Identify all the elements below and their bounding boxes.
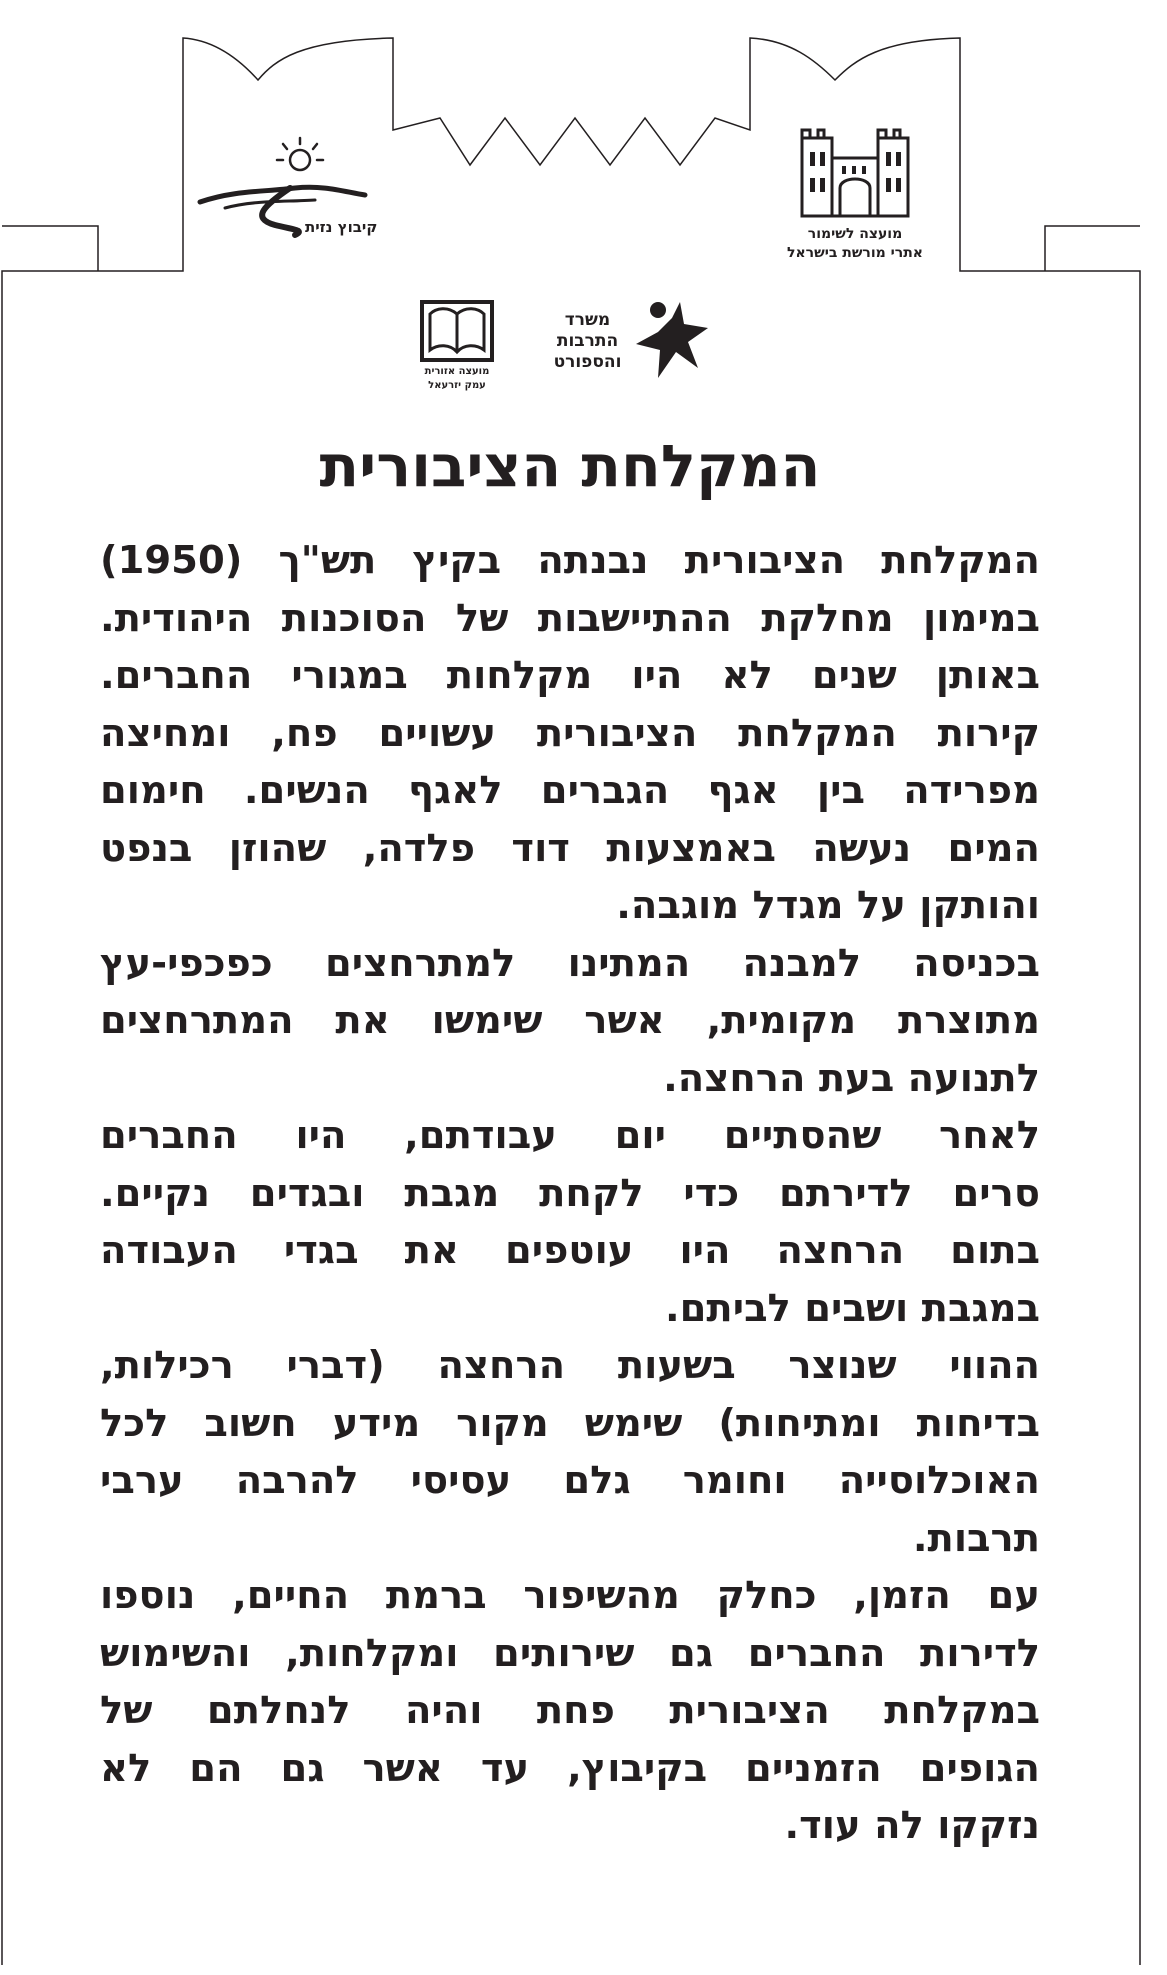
star-figure-icon	[632, 298, 712, 388]
body-line: האוכלוסייה וחומר גלם עסיסי להרבה ערבי	[100, 1458, 1040, 1503]
body-line: עם הזמן, כחלק מהשיפור ברמת החיים, נוספו	[100, 1573, 1040, 1618]
body-line: לתנועה בעת הרחצה.	[663, 1055, 1040, 1101]
body-line: הגופים הזמניים בקיבוץ, עד אשר גם הם לא	[100, 1745, 1040, 1791]
body-line: לדירות החברים גם שירותים ומקלחות, והשימוש	[100, 1630, 1040, 1676]
body-line: בתום הרחצה היו עוטפים את בגדי העבודה	[100, 1228, 1040, 1273]
ministry-logo	[540, 298, 715, 393]
body-line: מפרידה בין אגף הגברים לאגף הנשים. חימום	[100, 768, 1040, 813]
regional-council-line1: מועצה אזורית	[424, 366, 490, 377]
body-line: בדיחות ומתיחות) שימש מקור מידע חשוב לכל	[100, 1400, 1040, 1446]
regional-council-logo	[418, 300, 496, 400]
regional-council-line2: עמק יזרעאל	[428, 380, 486, 391]
sign-title: המקלחת הציבורית	[319, 432, 821, 500]
body-line: באותן שנים לא היו מקלחות במגורי החברים.	[100, 653, 1040, 698]
body-line: תרבות.	[912, 1515, 1040, 1561]
kibbutz-name: קיבוץ נזית	[305, 218, 378, 236]
body-line: במקלחת הציבורית פחת והיה לנחלתם של	[100, 1688, 1040, 1733]
ministry-line3: והספורט	[553, 352, 622, 372]
body-line: ההווי שנוצר בשעות הרחצה (דברי רכילות,	[100, 1343, 1040, 1388]
book-icon	[418, 300, 496, 362]
body-line: המים נעשה באמצעות דוד פלדה, שהוזן בנפט	[100, 825, 1040, 871]
body-line: סרים לדירתם כדי לקחת מגבת ובגדים נקיים.	[100, 1170, 1040, 1216]
body-line: בכניסה למבנה המתינו למתרחצים כפכפי-עץ	[100, 940, 1040, 986]
sign-body-text	[100, 532, 1040, 1855]
ministry-line1: משרד	[564, 310, 611, 330]
fortress-icon	[770, 128, 940, 220]
heritage-council-logo	[770, 128, 940, 263]
body-line: נזקקו לה עוד.	[784, 1803, 1040, 1848]
body-line: במימון מחלקת ההתיישבות של הסוכנות היהודית.	[100, 595, 1040, 641]
body-line: לאחר שהסתיים יום עבודתם, היו החברים	[100, 1113, 1040, 1158]
heritage-council-line1: מועצה לשימור	[807, 226, 903, 242]
body-line: המקלחת הציבורית נבנתה בקיץ תש"ך (1950)	[100, 538, 1040, 583]
body-line: מתוצרת מקומית, אשר שימשו את המתרחצים	[100, 998, 1040, 1043]
heritage-council-line2: אתרי מורשת בישראל	[787, 245, 923, 261]
kibbutz-logo	[195, 130, 378, 250]
body-line: קירות המקלחת הציבורית עשויים פח, ומחיצה	[100, 710, 1040, 756]
body-line: במגבת ושבים לביתם.	[665, 1285, 1040, 1331]
body-line: והותקן על מגדל מוגבה.	[616, 883, 1040, 928]
ministry-line2: התרבות	[556, 331, 619, 351]
